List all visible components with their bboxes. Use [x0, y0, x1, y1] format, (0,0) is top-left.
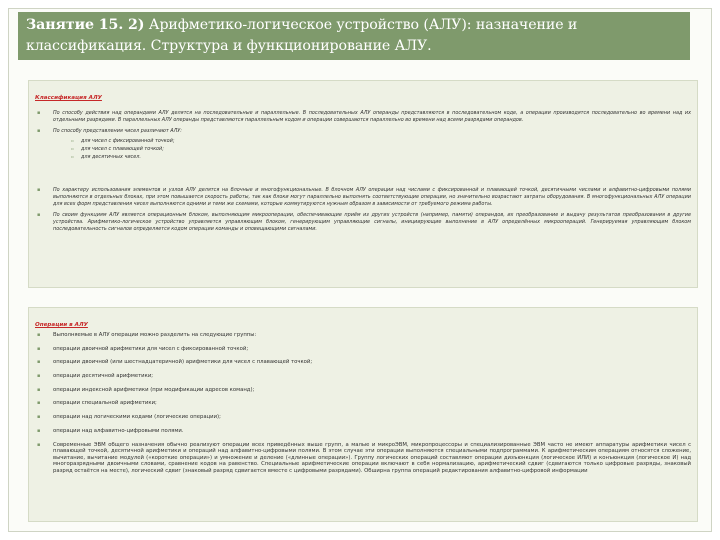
- sub-list-item: [53, 145, 691, 153]
- slide-title-lead: Занятие 15. 2): [26, 17, 145, 33]
- small-square-bullet-icon: ▫: [71, 138, 74, 144]
- small-square-bullet-icon: ▫: [71, 154, 74, 160]
- classification-heading: Классификация АЛУ: [35, 95, 102, 101]
- list-item: [35, 346, 691, 353]
- square-bullet-icon: ▪: [37, 110, 41, 116]
- square-bullet-icon: ▪: [37, 212, 41, 219]
- list-item-text: По способу действия над операндами АЛУ делятся на последовательные и параллельные. В последовательных АЛУ операнды представляются в последовательном коде, а операции производятся последовательно во времени над их отдельными разрядами. В параллельных АЛУ операнды представляются параллельным кодом и операции совершаются параллельно во времени над всеми разрядами операндов.: [53, 110, 691, 123]
- operations-list: [35, 332, 691, 474]
- list-item-text: операции над алфавитно-цифровыми полями.: [53, 427, 184, 434]
- list-item: [35, 442, 691, 475]
- list-item-text: По способу представления чисел различают АЛУ:: [53, 128, 182, 135]
- list-item: [35, 387, 691, 394]
- list-item: [35, 373, 691, 380]
- square-bullet-icon: ▪: [37, 441, 41, 448]
- slide-title: [18, 12, 690, 60]
- small-square-bullet-icon: ▫: [71, 146, 74, 152]
- square-bullet-icon: ▪: [37, 373, 41, 380]
- number-forms-list: [53, 137, 691, 161]
- list-item: [35, 187, 691, 207]
- list-item: [35, 332, 691, 339]
- operations-panel: [28, 307, 698, 522]
- square-bullet-icon: ▪: [37, 345, 41, 352]
- list-item-text: По своим функциям АЛУ является операционным блоком, выполняющим микрооперации, обеспечивающие приём из других устройств (например, памяти) операндов, их преобразование и выдачу результатов преобразования в другие устройства. Арифметико-логическое устройство управляется управляющим блоком, генерирующим управляющие сигналы, инициирующие выполнение в АЛУ определённых микроопераций. Генерируемая управляющим блоком последовательность сигналов определяется кодом операции команды и оповещающими сигналами.: [53, 212, 691, 232]
- operations-heading: Операции в АЛУ: [35, 322, 88, 328]
- list-item-text: операции индексной арифметики (при модификации адресов команд);: [53, 386, 255, 393]
- square-bullet-icon: ▪: [37, 427, 41, 434]
- list-item: [35, 414, 691, 421]
- list-item-text: По характеру использования элементов и узлов АЛУ делятся на блочные и многофункциональные. В блочном АЛУ операции над числами с фиксированной и плавающей точкой, десятичными числами и алфавитно-цифровыми полями выполняются в отдельных блоках, при этом повышается скорость работы, так как блоки могут параллельно выполнять соответствующие операции, но значительно возрастают затраты оборудования. В многофункциональных АЛУ операции для всех форм представления чисел выполняются одними и теми же схемами, которые коммутируются нужным образом в зависимости от требуемого режима работы.: [53, 187, 691, 207]
- list-item-text: операции двоичной арифметики для чисел с фиксированной точкой;: [53, 345, 249, 352]
- sub-list-item-text: для чисел с плавающей точкой;: [81, 146, 164, 153]
- sub-list-item-text: для десятичных чисел.: [81, 154, 141, 161]
- square-bullet-icon: ▪: [37, 359, 41, 366]
- square-bullet-icon: ▪: [37, 386, 41, 393]
- list-item-text: операции двоичной (или шестнадцатеричной) арифметики для чисел с плавающей точкой;: [53, 359, 313, 366]
- list-item-text: Современные ЭВМ общего назначения обычно реализуют операции всех приведённых выше групп, а малые и микроЭВМ, микропроцессоры и специализированные ЭВМ часто не имеют аппаратуры арифметики чисел с плавающей точкой, десятичной арифметики и операций над алфавитно-цифровыми полями. В этом случае эти операции выполняются специальными подпрограммами. К арифметическим операциям относятся сложение, вычитание, вычитание модулей («короткие операции») и умножение и деление («длинные операции»). Группу логических операций составляют операции дизъюнкция (логическое ИЛИ) и конъюнкция (логическое И) над многоразрядными двоичными словами, сравнение кодов на равенство. Специальные арифметические операции включают в себя нормализацию, арифметический сдвиг (сдвигаются только цифровые разряды, знаковый разряд остаётся на месте), логический сдвиг (знаковый разряд сдвигается вместе с цифровыми разрядами). Обширна группа операций редактирования алфавитно-цифровой информации: [53, 441, 691, 474]
- list-item: [35, 359, 691, 366]
- list-item: [35, 110, 691, 123]
- classification-panel: [28, 80, 698, 288]
- list-item-text: Выполняемые в АЛУ операции можно разделить на следующие группы:: [53, 332, 257, 338]
- list-item-text: операции специальной арифметики;: [53, 400, 157, 407]
- square-bullet-icon: ▪: [37, 332, 41, 338]
- list-item-text: операции над логическими кодами (логические операции);: [53, 414, 221, 421]
- sub-list-item: [53, 153, 691, 161]
- square-bullet-icon: ▪: [37, 187, 41, 194]
- classification-list: [35, 110, 691, 232]
- list-item: [35, 128, 691, 161]
- list-item: [35, 400, 691, 407]
- square-bullet-icon: ▪: [37, 400, 41, 407]
- sub-list-item-text: для чисел с фиксированной точкой;: [81, 138, 175, 145]
- list-item: [35, 212, 691, 232]
- square-bullet-icon: ▪: [37, 414, 41, 421]
- square-bullet-icon: ▪: [37, 128, 41, 135]
- list-item-text: операции десятичной арифметики;: [53, 373, 154, 380]
- slide-title-rest: Арифметико-логическое устройство (АЛУ): назначение и классификация. Структура и функционирование АЛУ.: [26, 17, 578, 54]
- sub-list-item: [53, 137, 691, 145]
- list-item: [35, 428, 691, 435]
